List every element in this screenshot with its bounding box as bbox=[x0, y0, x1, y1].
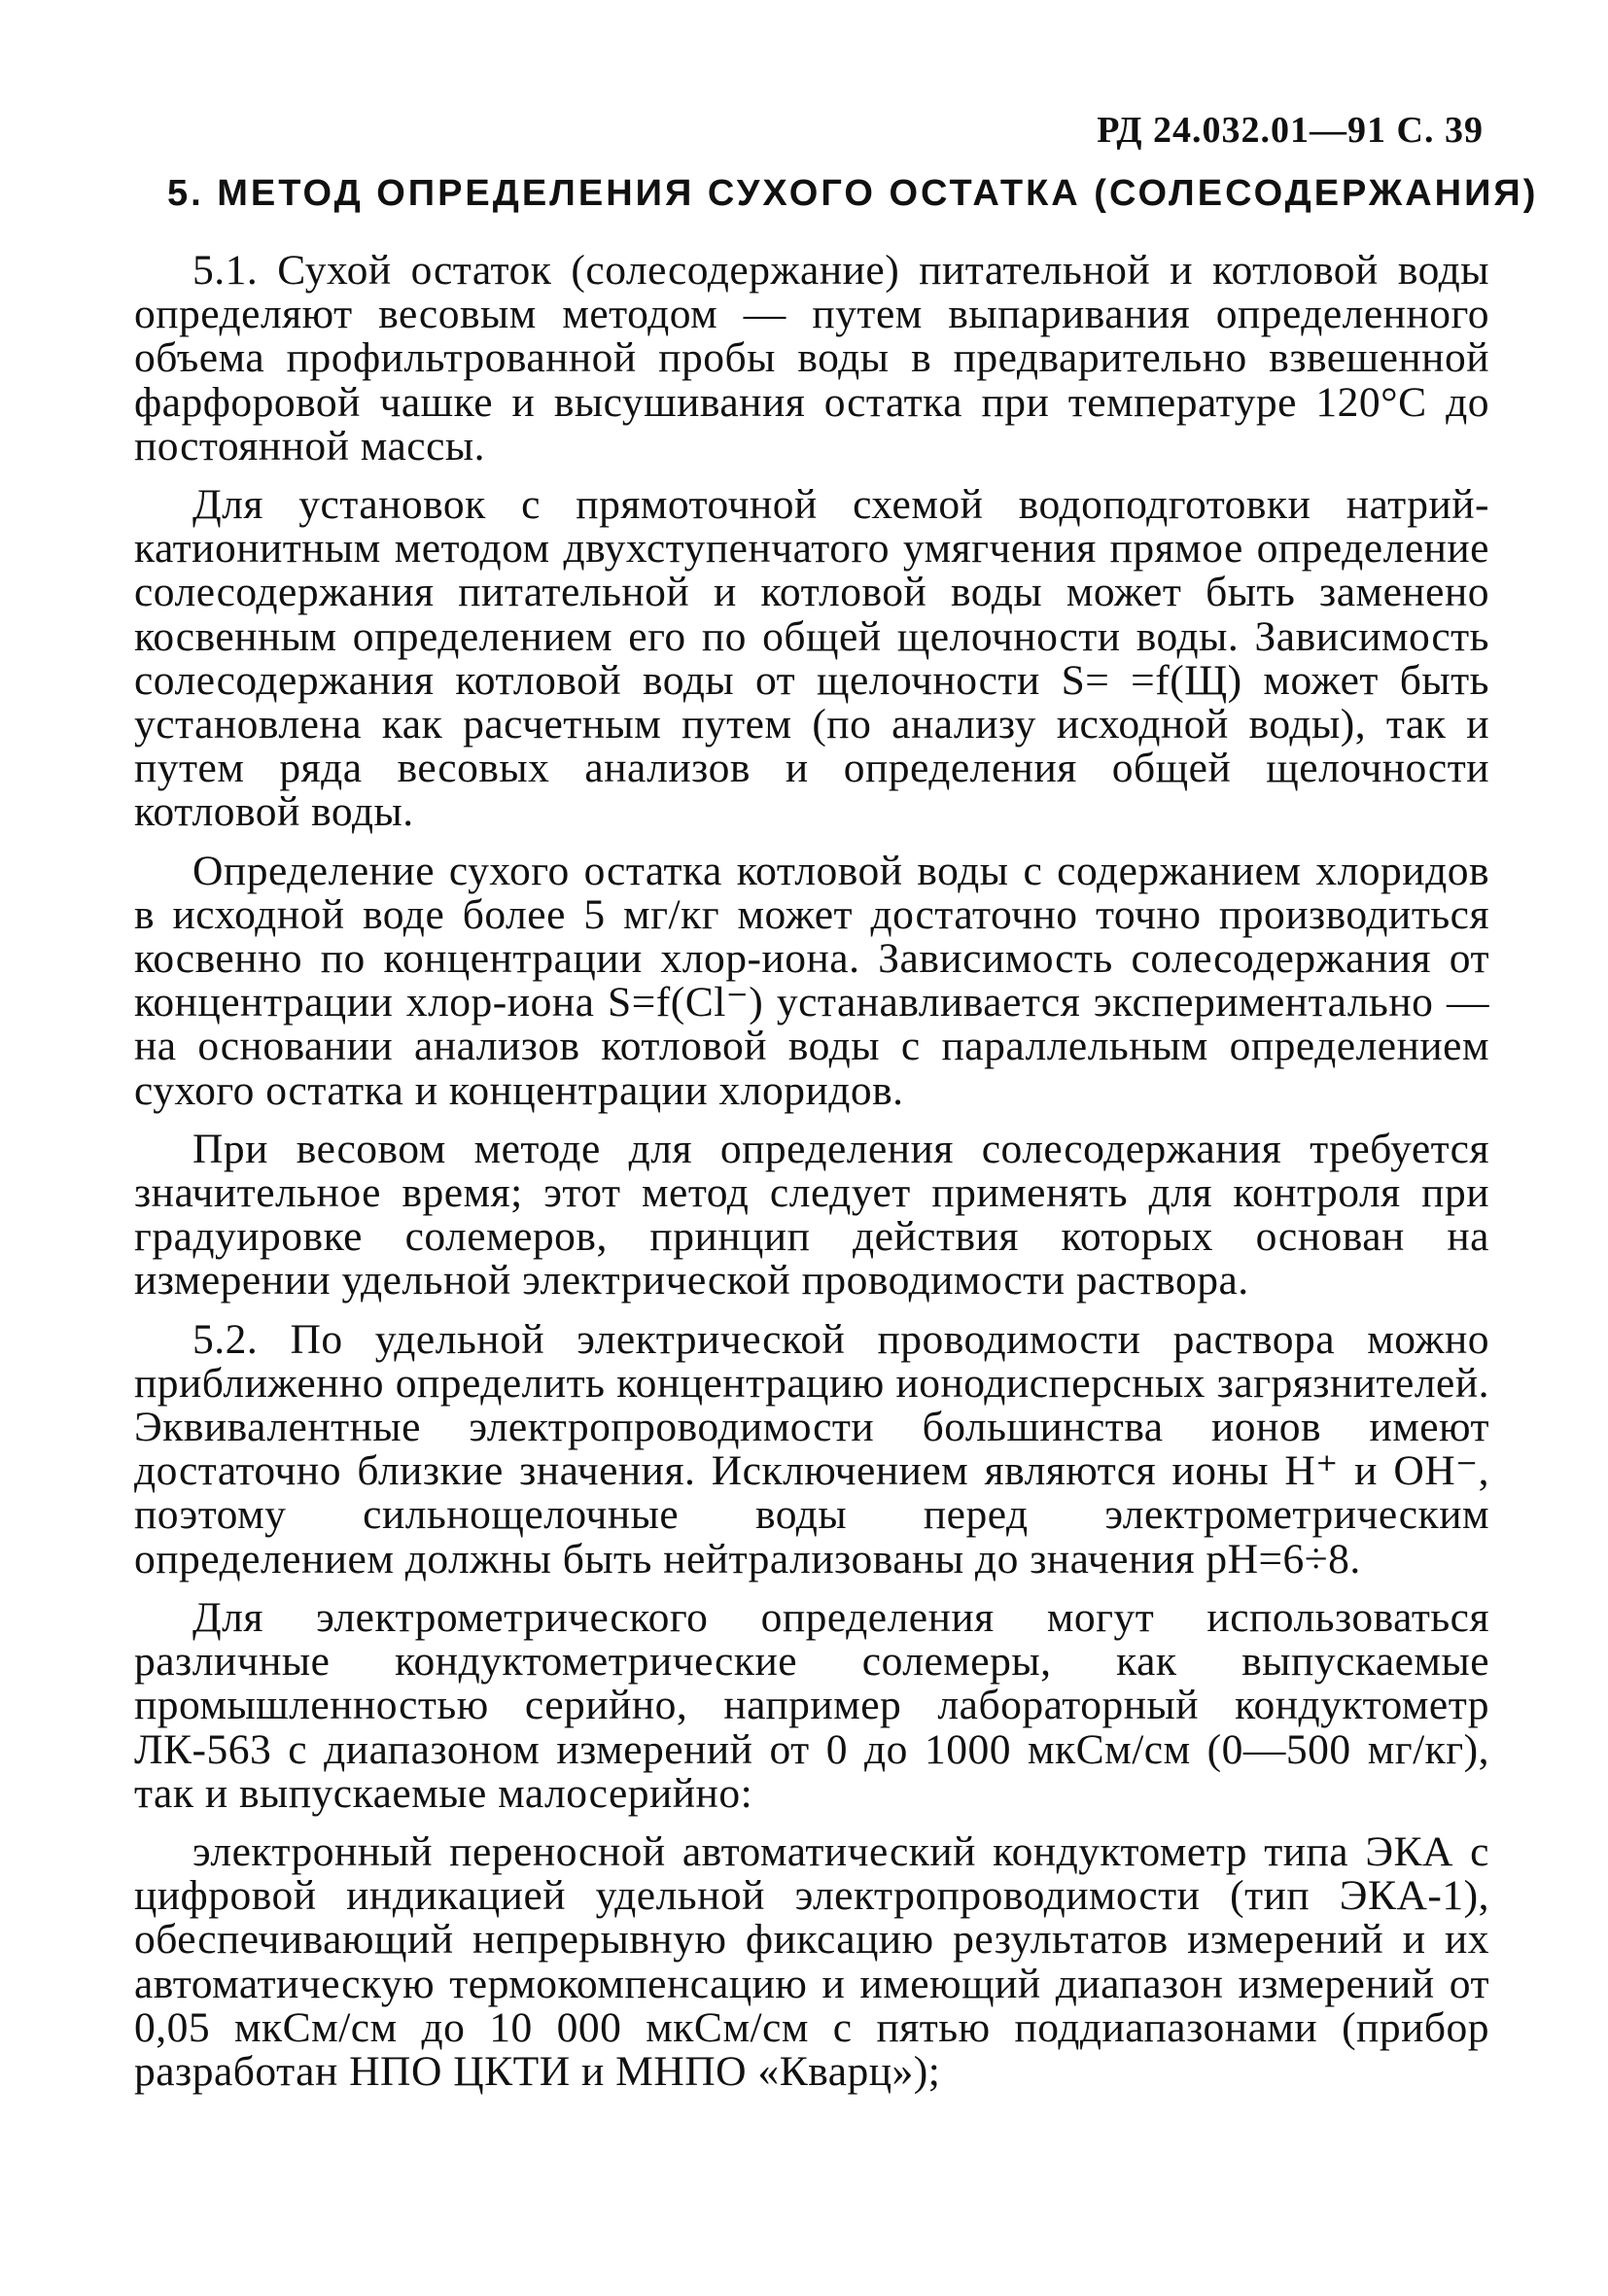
paragraph-eka-device: электронный переносной автоматический кондуктометр типа ЭКА с цифровой индикацией удельной электропроводимости (тип ЭКА-1), обеспечивающий непрерывную фиксацию результатов измерений и их автоматическую термокомпенсацию и имеющий диапазон измерений от 0,05 мкСм/см до 10 000 мкСм/см с пятью поддиапазонами (прибор разработан НПО ЦКТИ и МНПО «Кварц»); bbox=[134, 1827, 1489, 2095]
paragraph-chlorides: Определение сухого остатка котловой воды с содержанием хлоридов в исходной воде более 5 мг/кг может достаточно точно производиться косвенно по концентрации хлор-иона. Зависимость солесодержания от концентрации хлор-иона S=f(Cl⁻) устанавливается экспериментально — на основании анализов котловой воды с параллельным определением сухого остатка и концентрации хлоридов. bbox=[134, 847, 1489, 1114]
page-header: РД 24.032.01—91 С. 39 bbox=[1097, 110, 1484, 151]
paragraph-conductometers: Для электрометрического определения могут использоваться различные кондуктометрические солемеры, как выпускаемые промышленностью серийно, например лабораторный кондуктометр ЛК-563 с диапазоном измерений от 0 до 1000 мкСм/см (0—500 мг/кг), так и выпускаемые малосерийно: bbox=[134, 1593, 1489, 1817]
paragraph-gravimetric-method: При весовом методе для определения солесодержания требуется значительное время; этот метод следует применять для контроля при градуировке солемеров, принцип действия которых основан на измерении удельной электрической проводимости раствора. bbox=[134, 1125, 1489, 1305]
paragraph-alkalinity: Для установок с прямоточной схемой водоподготовки натрий-катионитным методом двухступенчатого умягчения прямое определение солесодержания питательной и котловой воды может быть заменено косвенным определением его по общей щелочности воды. Зависимость солесодержания котловой воды от щелочности S= =f(Щ) может быть установлена как расчетным путем (по анализу исходной воды), так и путем ряда весовых анализов и определения общей щелочности котловой воды. bbox=[134, 481, 1489, 836]
section-body bbox=[134, 249, 1489, 2094]
paragraph-5-1: 5.1. Сухой остаток (солесодержание) питательной и котловой воды определяют весовым методом — путем выпаривания определенного объема профильтрованной пробы воды в предварительно взвешенной фарфоровой чашке и высушивания остатка при температуре 120°С до постоянной массы. bbox=[134, 247, 1489, 470]
paragraph-5-2: 5.2. По удельной электрической проводимости раствора можно приближенно определить концентрацию ионодисперсных загрязнителей. Эквивалентные электропроводимости большинства ионов имеют достаточно близкие значения. Исключением являются ионы H⁺ и OH⁻, поэтому сильнощелочные воды перед электрометрическим определением должны быть нейтрализованы до значения pH=6÷8. bbox=[134, 1315, 1489, 1583]
section-title: 5. МЕТОД ОПРЕДЕЛЕНИЯ СУХОГО ОСТАТКА (СОЛЕСОДЕРЖАНИЯ) bbox=[167, 173, 1539, 214]
